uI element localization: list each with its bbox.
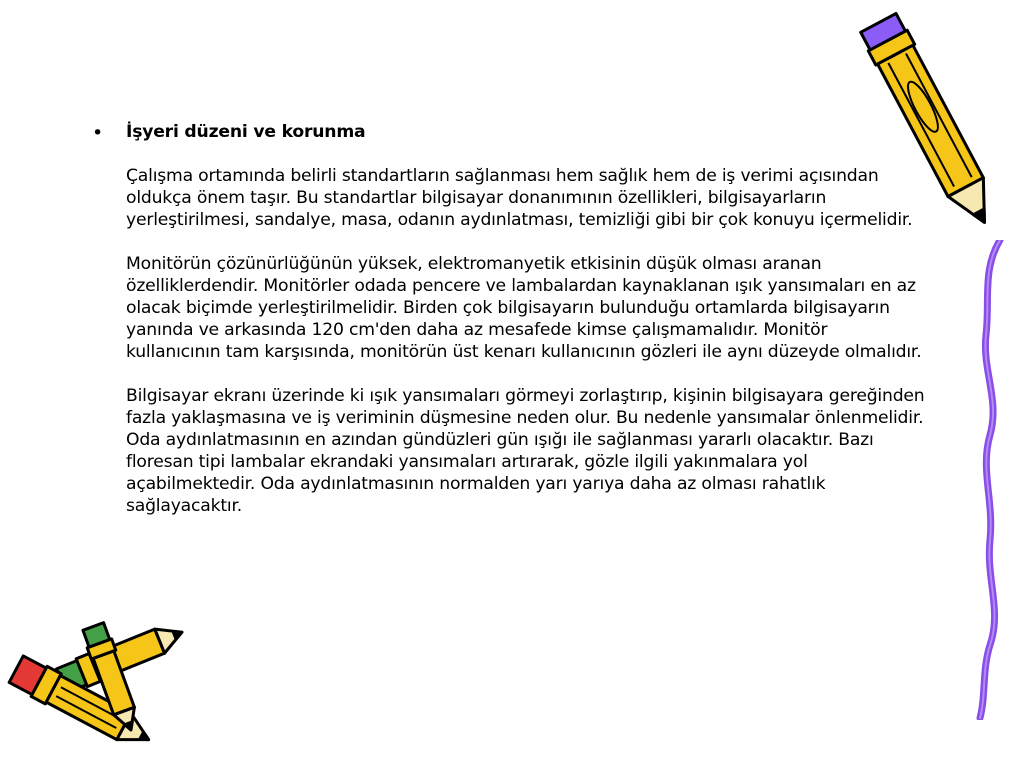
pencil-pair-bottom-left-icon: [0, 615, 200, 768]
bullet-marker: •: [92, 122, 104, 144]
paragraph-monitor-placement: Monitörün çözünürlüğünün yüksek, elektromanyetik etkisinin düşük olması aranan özelliklerdendir. Monitörler odada pencere ve lambalardan kaynaklanan ışık yansımaları en az olacak biçimde yerleştirilmelidir. Birden çok bilgisayarın bulunduğu ortamlarda bilgisayarın yanında ve arkasında 120 cm'den daha az mesafede kimse çalışmamalıdır. Monitör kullanıcının tam karşısında, monitörün üst kenarı kullanıcının gözleri ile aynı düzeyde olmalıdır.: [126, 254, 922, 362]
slide-content: [126, 121, 926, 539]
paragraph-workplace-standards: Çalışma ortamında belirli standartların sağlanması hem sağlık hem de iş verimi açısından oldukça önem taşır. Bu standartlar bilgisayar donanımının özellikleri, bilgisayarların yerleştirilmesi, sandalye, masa, odanın aydınlatması, temizliği gibi bir çok konuyu içermelidir.: [126, 166, 913, 230]
paragraph-screen-reflections: Bilgisayar ekranı üzerinde ki ışık yansımaları görmeyi zorlaştırıp, kişinin bilgisayara gereğinden fazla yaklaşmasına ve iş veriminin düşmesine neden olur. Bu nedenle yansımalar önlenmelidir. Oda aydınlatmasının en azından gündüzleri gün ışığı ile sağlanması yararlı olacaktır. Bazı floresan tipi lambalar ekrandaki yansımaları artırarak, gözle ilgili yakınmalara yol açabilmektedir. Oda aydınlatmasının normalden yarı yarıya daha az olması rahatlık sağlayacaktır.: [126, 386, 925, 516]
wavy-border-line: [960, 240, 1024, 720]
slide-heading: İşyeri düzeni ve korunma: [126, 122, 366, 142]
